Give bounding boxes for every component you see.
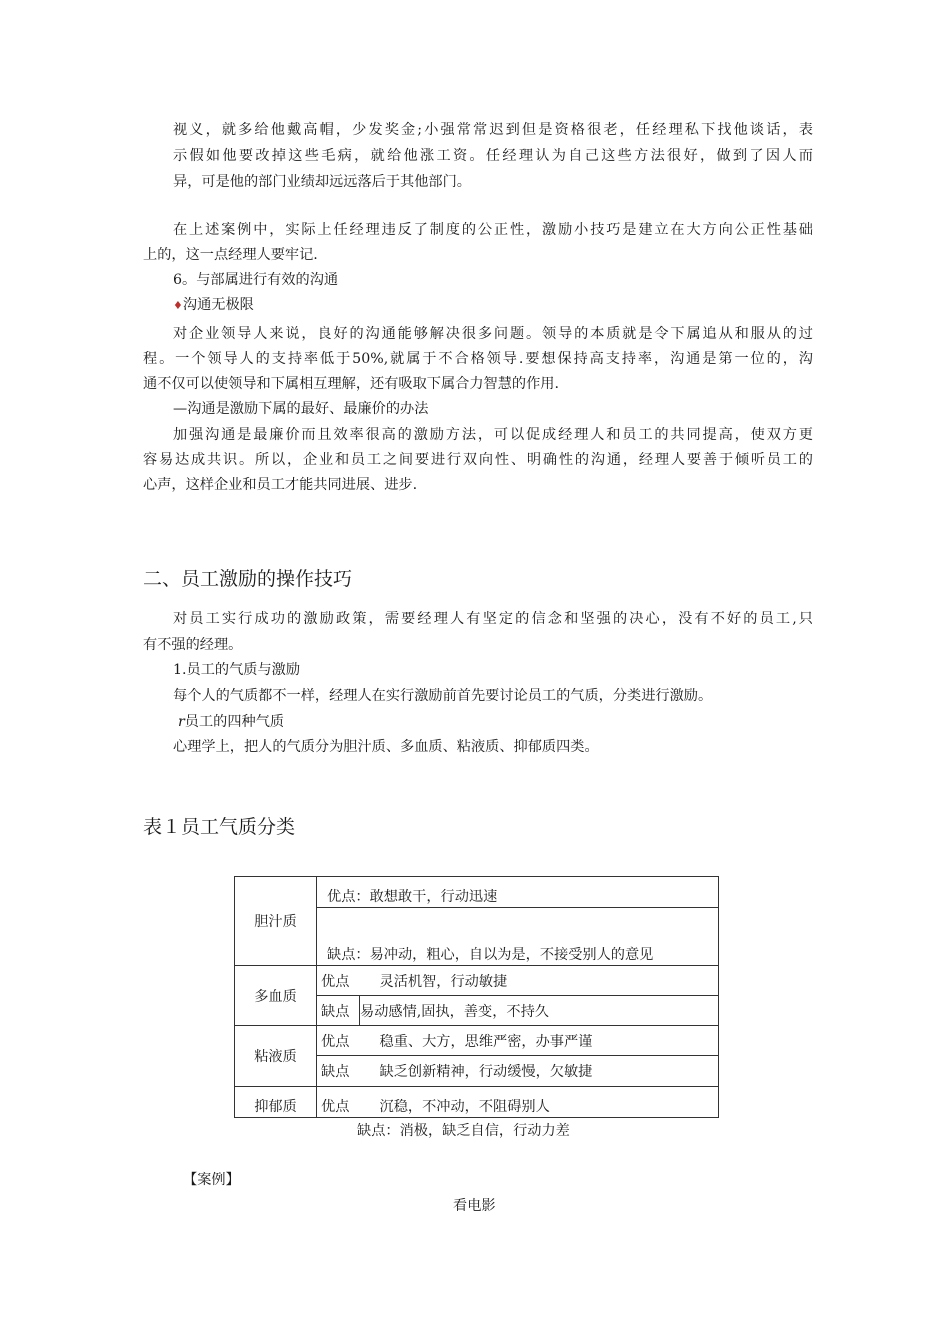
list-item-heading: 1.员工的气质与激励 xyxy=(173,662,301,678)
table-title: 表１员工气质分类 xyxy=(143,816,296,838)
case-title: 看电影 xyxy=(453,1198,496,1214)
con-line-outside-table: 缺点：消极，缺乏自信，行动力差 xyxy=(357,1123,570,1139)
temperament-type: 粘液质 xyxy=(235,1026,317,1087)
case-label: 【案例】 xyxy=(183,1172,240,1188)
bullet-heading xyxy=(173,295,254,316)
temperament-type: 胆汁质 xyxy=(235,877,317,966)
pro-cell: 灵活机智，行动敏捷 xyxy=(360,966,719,996)
paragraph-line: 有不强的经理。 xyxy=(143,637,243,653)
pro-cell: 稳重、大方，思维严密，办事严谨 xyxy=(360,1026,719,1056)
pro-cell: 优点：敢想敢干，行动迅速 xyxy=(317,877,719,908)
dash-heading: —沟通是激励下属的最好、最廉价的办法 xyxy=(173,401,429,417)
section-title: 二、员工激励的操作技巧 xyxy=(143,568,353,590)
paragraph-line: 对员工实行成功的激励政策，需要经理人有坚定的信念和坚强的决心，没有不好的员工,只 xyxy=(173,611,813,627)
paragraph-line: 程。一个领导人的支持率低于50%,就属于不合格领导.要想保持高支持率，沟通是第一位的，沟 xyxy=(143,351,813,367)
paragraph-line: 示假如他要改掉这些毛病，就给他涨工资。任经理认为自己这些方法很好，做到了因人而 xyxy=(173,148,813,164)
paragraph-line: 心声，这样企业和员工才能共同进展、进步. xyxy=(143,477,418,493)
pro-tag: 优点 xyxy=(317,1087,360,1118)
con-cell: 缺乏创新精神，行动缓慢，欠敏捷 xyxy=(360,1056,719,1087)
pro-tag: 优点 xyxy=(317,1026,360,1056)
temperament-type: 抑郁质 xyxy=(235,1087,317,1118)
bullet-heading-text: 沟通无极限 xyxy=(182,297,254,313)
paragraph-line: 视义，就多给他戴高帽，少发奖金;小强常常迟到但是资格很老，任经理私下找他谈话，表 xyxy=(173,122,813,138)
paragraph-line: 在上述案例中，实际上任经理违反了制度的公正性，激励小技巧是建立在大方向公正性基础 xyxy=(173,222,813,238)
paragraph-line: 加强沟通是最廉价而且效率很高的激励方法，可以促成经理人和员工的共同提高，使双方更 xyxy=(173,427,813,443)
paragraph-line: 容易达成共识。所以，企业和员工之间要进行双向性、明确性的沟通，经理人要善于倾听员工的 xyxy=(143,452,813,468)
pro-cell: 沉稳，不冲动，不阻碍别人 xyxy=(360,1087,719,1118)
sub-heading-text: 员工的四种气质 xyxy=(184,714,285,730)
con-cell: 缺点：易冲动，粗心，自以为是，不接受别人的意见 xyxy=(317,908,719,966)
pro-tag: 优点 xyxy=(317,966,360,996)
temperament-table xyxy=(234,876,719,1118)
sub-marker: r xyxy=(178,714,185,730)
list-item-heading: 6。与部属进行有效的沟通 xyxy=(173,272,339,288)
con-tag: 缺点 xyxy=(317,1056,360,1087)
con-cell: 易动感情,固执，善变，不持久 xyxy=(360,996,719,1026)
paragraph-line: 异，可是他的部门业绩却远远落后于其他部门。 xyxy=(173,174,471,190)
paragraph-line: 心理学上，把人的气质分为胆汁质、多血质、粘液质、抑郁质四类。 xyxy=(173,739,599,755)
temperament-type: 多血质 xyxy=(235,966,317,1026)
paragraph-line: 对企业领导人来说，良好的沟通能够解决很多问题。领导的本质就是令下属追从和服从的过 xyxy=(173,326,813,342)
con-tag: 缺点 xyxy=(317,996,360,1026)
sub-heading xyxy=(178,712,284,732)
paragraph-line: 每个人的气质都不一样，经理人在实行激励前首先要讨论员工的气质，分类进行激励。 xyxy=(173,688,713,704)
paragraph-line: 上的，这一点经理人要牢记. xyxy=(143,247,318,263)
diamond-bullet-icon: ♦ xyxy=(173,299,183,312)
paragraph-line: 通不仅可以使领导和下属相互理解，还有吸取下属合力智慧的作用. xyxy=(143,376,559,392)
